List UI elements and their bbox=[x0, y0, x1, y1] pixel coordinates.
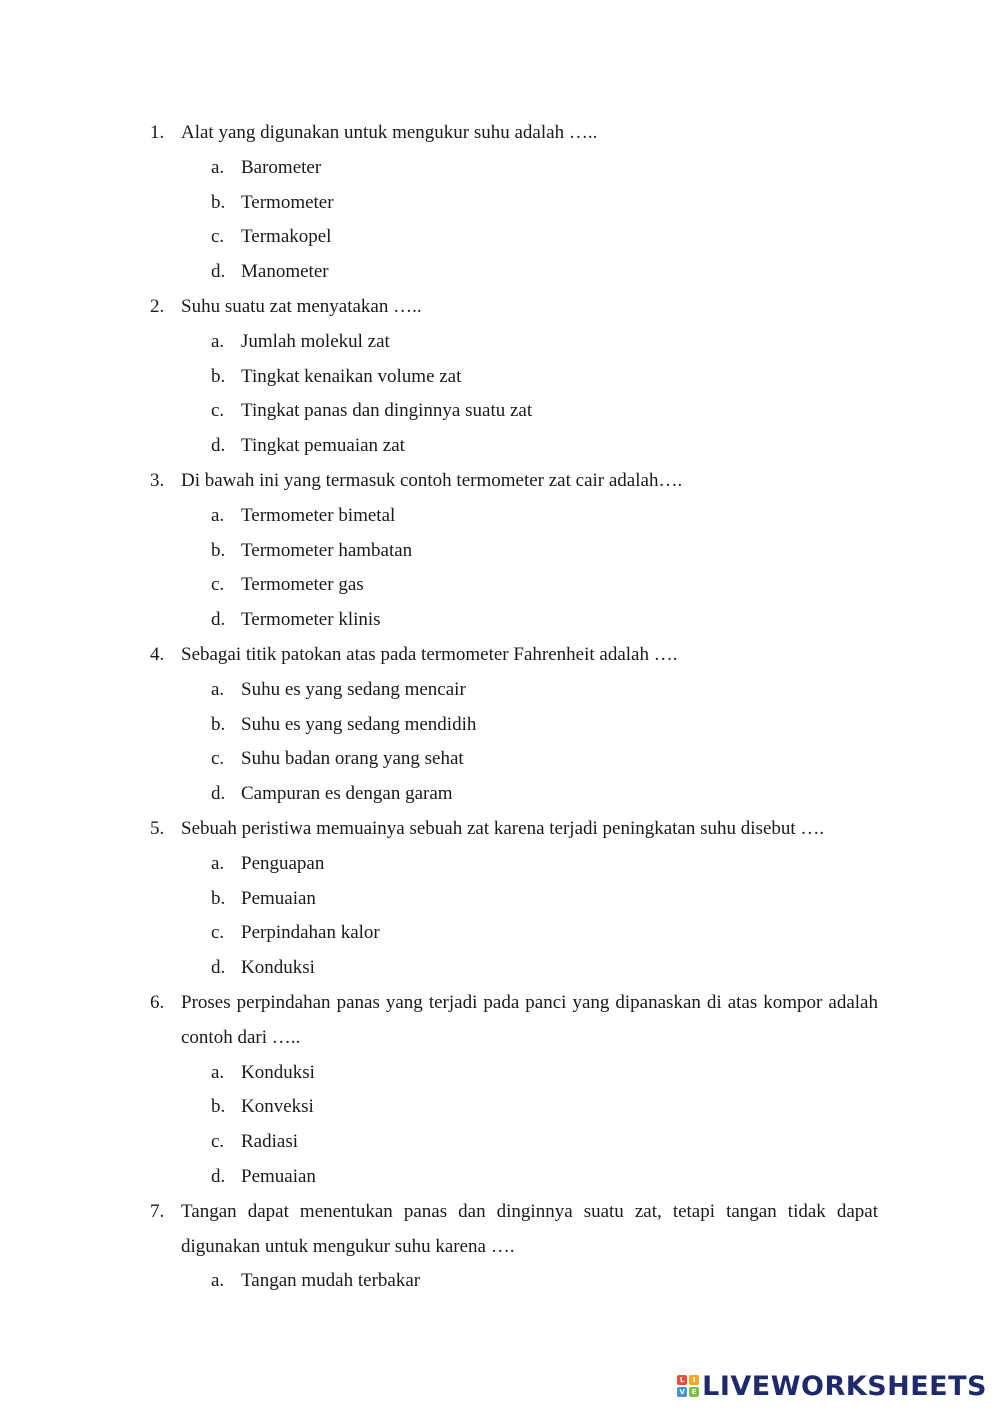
answer-option[interactable] bbox=[150, 1125, 878, 1160]
option-text: Jumlah molekul zat bbox=[241, 330, 390, 352]
option-letter: a. bbox=[211, 330, 225, 352]
question-row bbox=[150, 116, 878, 151]
option-text: Penguapan bbox=[241, 852, 325, 874]
question-3 bbox=[150, 464, 878, 638]
option-list bbox=[150, 151, 878, 290]
option-text: Konveksi bbox=[241, 1096, 314, 1118]
question-row bbox=[150, 464, 878, 499]
option-text: Konduksi bbox=[241, 1061, 315, 1083]
question-number: 2. bbox=[150, 295, 165, 317]
question-number: 1. bbox=[150, 122, 165, 143]
question-text: Alat yang digunakan untuk mengukur suhu adalah ….. bbox=[181, 122, 598, 143]
option-letter: d. bbox=[211, 435, 226, 457]
option-text: Pemuaian bbox=[241, 887, 316, 909]
option-text: Termometer gas bbox=[241, 574, 364, 596]
question-5 bbox=[150, 812, 878, 986]
question-text: Tangan dapat menentukan panas dan dinginnya suatu zat, tetapi tangan tidak dapat digunakan untuk mengukur suhu karena …. bbox=[181, 1200, 878, 1257]
option-letter: b. bbox=[211, 539, 226, 561]
answer-option[interactable] bbox=[150, 220, 878, 255]
answer-option[interactable] bbox=[150, 777, 878, 812]
option-text: Barometer bbox=[241, 156, 322, 178]
option-list bbox=[150, 1056, 878, 1195]
answer-option[interactable] bbox=[150, 186, 878, 221]
option-letter: d. bbox=[211, 957, 226, 979]
option-text: Termometer bimetal bbox=[241, 504, 396, 526]
answer-option[interactable] bbox=[150, 1056, 878, 1091]
option-letter: c. bbox=[211, 748, 225, 770]
option-text: Konduksi bbox=[241, 957, 315, 979]
answer-option[interactable] bbox=[150, 255, 878, 290]
answer-option[interactable] bbox=[150, 916, 878, 951]
option-letter: b. bbox=[211, 1096, 226, 1118]
option-letter: a. bbox=[211, 1061, 225, 1083]
option-letter: c. bbox=[211, 400, 225, 422]
question-6 bbox=[150, 986, 878, 1195]
option-letter: a. bbox=[211, 1270, 225, 1292]
question-4 bbox=[150, 638, 878, 812]
answer-option[interactable] bbox=[150, 429, 878, 464]
option-list bbox=[150, 847, 878, 986]
option-text: Pemuaian bbox=[241, 1165, 316, 1187]
liveworksheets-watermark bbox=[677, 1369, 987, 1403]
answer-option[interactable] bbox=[150, 394, 878, 429]
option-letter: a. bbox=[211, 156, 225, 178]
answer-option[interactable] bbox=[150, 742, 878, 777]
option-text: Suhu es yang sedang mencair bbox=[241, 678, 466, 700]
question-list bbox=[150, 116, 878, 1299]
answer-option[interactable] bbox=[150, 568, 878, 603]
question-1 bbox=[150, 116, 878, 290]
option-text: Perpindahan kalor bbox=[241, 922, 380, 944]
option-letter: a. bbox=[211, 504, 225, 526]
question-row bbox=[150, 638, 878, 673]
option-letter: b. bbox=[211, 365, 226, 387]
answer-option[interactable] bbox=[150, 673, 878, 708]
answer-option[interactable] bbox=[150, 1264, 878, 1299]
option-letter: d. bbox=[211, 261, 226, 283]
question-text: Di bawah ini yang termasuk contoh termometer zat cair adalah…. bbox=[181, 469, 683, 491]
answer-option[interactable] bbox=[150, 603, 878, 638]
option-letter: c. bbox=[211, 226, 225, 248]
answer-option[interactable] bbox=[150, 151, 878, 186]
option-text: Termakopel bbox=[241, 226, 332, 248]
question-number: 5. bbox=[150, 817, 165, 839]
option-letter: c. bbox=[211, 1131, 225, 1153]
question-text: Sebuah peristiwa memuainya sebuah zat karena terjadi peningkatan suhu disebut …. bbox=[181, 817, 825, 839]
answer-option[interactable] bbox=[150, 951, 878, 986]
logo-square: E bbox=[689, 1387, 699, 1397]
answer-option[interactable] bbox=[150, 708, 878, 743]
answer-option[interactable] bbox=[150, 360, 878, 395]
option-letter: c. bbox=[211, 574, 225, 596]
question-text: Suhu suatu zat menyatakan ….. bbox=[181, 295, 422, 317]
option-list bbox=[150, 325, 878, 464]
option-text: Termometer klinis bbox=[241, 609, 381, 631]
logo-square: I bbox=[689, 1375, 699, 1385]
option-letter: b. bbox=[211, 191, 226, 213]
option-text: Tingkat pemuaian zat bbox=[241, 435, 405, 457]
question-text: Sebagai titik patokan atas pada termometer Fahrenheit adalah …. bbox=[181, 643, 678, 665]
answer-option[interactable] bbox=[150, 325, 878, 360]
option-letter: b. bbox=[211, 713, 226, 735]
option-letter: c. bbox=[211, 922, 225, 944]
option-text: Campuran es dengan garam bbox=[241, 783, 453, 805]
question-number: 6. bbox=[150, 991, 165, 1013]
liveworksheets-logo-icon bbox=[677, 1375, 699, 1397]
question-row bbox=[150, 812, 878, 847]
option-letter: d. bbox=[211, 783, 226, 805]
option-letter: d. bbox=[211, 1165, 226, 1187]
option-list bbox=[150, 673, 878, 812]
option-text: Tingkat kenaikan volume zat bbox=[241, 365, 462, 387]
question-number: 7. bbox=[150, 1200, 165, 1222]
answer-option[interactable] bbox=[150, 1160, 878, 1195]
option-letter: d. bbox=[211, 609, 226, 631]
option-list bbox=[150, 1264, 878, 1299]
option-letter: a. bbox=[211, 852, 225, 874]
logo-square: L bbox=[677, 1375, 687, 1385]
question-row bbox=[150, 290, 878, 325]
option-letter: b. bbox=[211, 887, 226, 909]
answer-option[interactable] bbox=[150, 534, 878, 569]
question-number: 3. bbox=[150, 469, 165, 491]
question-text: Proses perpindahan panas yang terjadi pada panci yang dipanaskan di atas kompor adalah contoh dari ….. bbox=[181, 991, 878, 1048]
watermark-text: LIVEWORKSHEETS bbox=[702, 1370, 987, 1402]
question-row bbox=[150, 1195, 878, 1265]
option-list bbox=[150, 499, 878, 638]
option-text: Termometer bbox=[241, 191, 334, 213]
option-text: Termometer hambatan bbox=[241, 539, 413, 561]
answer-option[interactable] bbox=[150, 882, 878, 917]
question-number: 4. bbox=[150, 643, 165, 665]
question-2 bbox=[150, 290, 878, 464]
option-letter: a. bbox=[211, 678, 225, 700]
option-text: Tangan mudah terbakar bbox=[241, 1270, 421, 1292]
answer-option[interactable] bbox=[150, 1090, 878, 1125]
option-text: Radiasi bbox=[241, 1131, 298, 1153]
question-7 bbox=[150, 1195, 878, 1299]
logo-square: V bbox=[677, 1387, 687, 1397]
option-text: Suhu badan orang yang sehat bbox=[241, 748, 464, 770]
option-text: Suhu es yang sedang mendidih bbox=[241, 713, 477, 735]
option-text: Manometer bbox=[241, 261, 329, 283]
answer-option[interactable] bbox=[150, 847, 878, 882]
question-row bbox=[150, 986, 878, 1056]
answer-option[interactable] bbox=[150, 499, 878, 534]
option-text: Tingkat panas dan dinginnya suatu zat bbox=[241, 400, 533, 422]
